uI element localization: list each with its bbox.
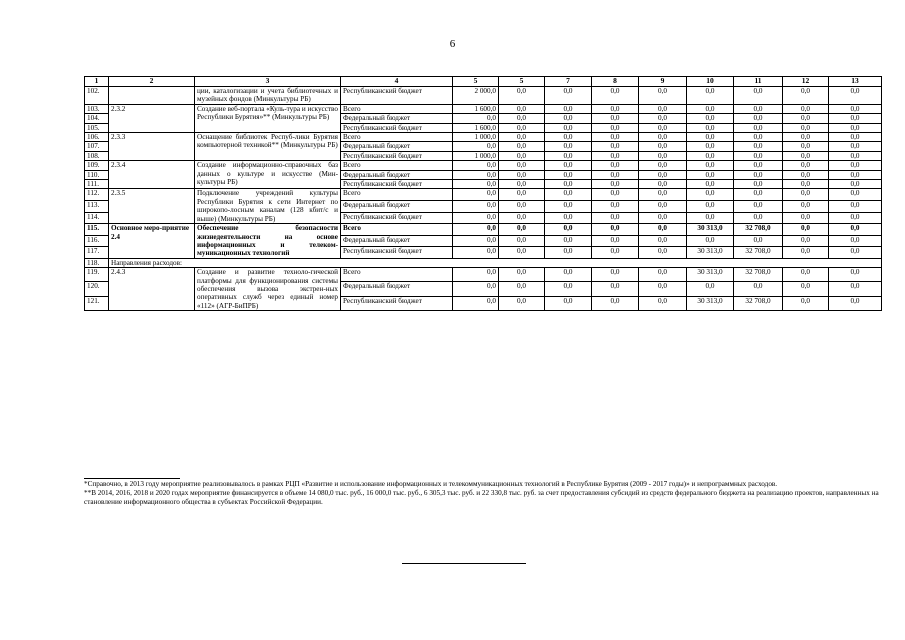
- value-cell: 0,0: [453, 161, 499, 170]
- value-cell: 0,0: [783, 142, 829, 151]
- table-row: [85, 258, 882, 267]
- value-cell: 0,0: [783, 151, 829, 160]
- funding-source: Республиканский бюджет: [341, 151, 453, 160]
- value-cell: 0,0: [592, 133, 639, 142]
- row-number: 112.: [85, 189, 109, 201]
- funding-source: Республиканский бюджет: [341, 87, 453, 105]
- value-cell: 0,0: [453, 142, 499, 151]
- value-cell: 0,0: [545, 224, 592, 236]
- measure-code: Основное меро-приятие 2.4: [109, 224, 195, 259]
- measure-description: Создание веб-портала «Куль-тура и искусство Республики Бурятия»** (Минкультуры РБ): [195, 104, 341, 132]
- column-header: 8: [592, 77, 639, 87]
- value-cell: 0,0: [687, 87, 734, 105]
- value-cell: 0,0: [453, 296, 499, 310]
- measure-code: 2.3.4: [109, 161, 195, 189]
- value-cell: 0,0: [639, 161, 687, 170]
- measure-description: Подключение учреждений культуры Республики Бурятия к сети Интернет по широкопо-лосным каналам (128 кбит/с и выше) (Минкультуры РБ): [195, 189, 341, 224]
- value-cell: 0,0: [545, 133, 592, 142]
- value-cell: 0,0: [829, 133, 882, 142]
- row-number: 121.: [85, 296, 109, 310]
- value-cell: 2 000,0: [453, 87, 499, 105]
- value-cell: 0,0: [783, 235, 829, 247]
- value-cell: 0,0: [592, 235, 639, 247]
- value-cell: 0,0: [453, 247, 499, 259]
- value-cell: 0,0: [783, 247, 829, 259]
- value-cell: 0,0: [734, 212, 783, 224]
- value-cell: 0,0: [687, 170, 734, 179]
- value-cell: 0,0: [592, 142, 639, 151]
- footnote-2: **В 2014, 2016, 2018 и 2020 годах мероприятие финансируется в объеме 14 080,0 тыс. руб., 16 000,0 тыс. руб., 6 305,3 тыс. руб. и 22 330,8 тыс. руб. за счет предоставления субсидий из средств федерального бюджета на реализацию проектов, направленных на становление информационного общества в субъектах Российской Федерации.: [84, 489, 879, 506]
- value-cell: 0,0: [783, 123, 829, 132]
- value-cell: 0,0: [545, 235, 592, 247]
- funding-source: Республиканский бюджет: [341, 123, 453, 132]
- value-cell: 0,0: [687, 180, 734, 189]
- funding-source: Федеральный бюджет: [341, 235, 453, 247]
- value-cell: 0,0: [829, 87, 882, 105]
- table-row: [85, 161, 882, 170]
- value-cell: 0,0: [687, 114, 734, 123]
- value-cell: 32 708,0: [734, 268, 783, 282]
- row-number: 109.: [85, 161, 109, 170]
- value-cell: 0,0: [499, 296, 545, 310]
- value-cell: 0,0: [499, 104, 545, 113]
- value-cell: 0,0: [499, 87, 545, 105]
- value-cell: 0,0: [499, 212, 545, 224]
- value-cell: 32 708,0: [734, 296, 783, 310]
- value-cell: 0,0: [829, 180, 882, 189]
- funding-source: Всего: [341, 268, 453, 282]
- value-cell: 0,0: [453, 212, 499, 224]
- value-cell: 0,0: [734, 170, 783, 179]
- value-cell: 0,0: [592, 189, 639, 201]
- value-cell: 0,0: [734, 235, 783, 247]
- value-cell: 0,0: [829, 104, 882, 113]
- value-cell: 0,0: [545, 296, 592, 310]
- value-cell: 0,0: [592, 224, 639, 236]
- value-cell: 0,0: [639, 189, 687, 201]
- value-cell: 0,0: [783, 201, 829, 213]
- value-cell: 0,0: [592, 161, 639, 170]
- value-cell: 0,0: [592, 87, 639, 105]
- value-cell: 0,0: [545, 189, 592, 201]
- value-cell: 0,0: [545, 282, 592, 296]
- value-cell: 0,0: [639, 224, 687, 236]
- value-cell: 0,0: [783, 189, 829, 201]
- value-cell: 0,0: [829, 170, 882, 179]
- value-cell: 0,0: [783, 114, 829, 123]
- value-cell: 0,0: [783, 104, 829, 113]
- value-cell: 0,0: [499, 201, 545, 213]
- value-cell: 0,0: [453, 268, 499, 282]
- page-number: 6: [449, 38, 456, 50]
- value-cell: 0,0: [499, 247, 545, 259]
- value-cell: 0,0: [545, 201, 592, 213]
- value-cell: 0,0: [639, 201, 687, 213]
- value-cell: 0,0: [829, 224, 882, 236]
- row-number: 119.: [85, 268, 109, 282]
- funding-source: Всего: [341, 133, 453, 142]
- footnote-divider: [84, 478, 180, 479]
- value-cell: 1 600,0: [453, 123, 499, 132]
- value-cell: 0,0: [687, 123, 734, 132]
- value-cell: 0,0: [829, 201, 882, 213]
- column-header: 9: [639, 77, 687, 87]
- value-cell: 0,0: [592, 180, 639, 189]
- value-cell: 0,0: [734, 151, 783, 160]
- value-cell: 0,0: [734, 201, 783, 213]
- value-cell: 0,0: [639, 268, 687, 282]
- value-cell: 0,0: [545, 114, 592, 123]
- value-cell: 0,0: [783, 212, 829, 224]
- value-cell: 0,0: [592, 247, 639, 259]
- funding-source: Всего: [341, 161, 453, 170]
- funding-source: Республиканский бюджет: [341, 212, 453, 224]
- value-cell: 0,0: [829, 235, 882, 247]
- value-cell: 30 313,0: [687, 296, 734, 310]
- value-cell: 0,0: [592, 114, 639, 123]
- value-cell: 0,0: [499, 161, 545, 170]
- row-number: 114.: [85, 212, 109, 224]
- value-cell: 0,0: [734, 161, 783, 170]
- value-cell: 0,0: [499, 189, 545, 201]
- value-cell: 0,0: [592, 268, 639, 282]
- value-cell: 0,0: [639, 142, 687, 151]
- funding-source: Федеральный бюджет: [341, 201, 453, 213]
- measure-code: 2.3.5: [109, 189, 195, 224]
- value-cell: 0,0: [453, 201, 499, 213]
- value-cell: 0,0: [453, 235, 499, 247]
- value-cell: 30 313,0: [687, 224, 734, 236]
- value-cell: 0,0: [592, 170, 639, 179]
- measure-code: 2.3.3: [109, 133, 195, 161]
- column-header: 12: [783, 77, 829, 87]
- table-row: [85, 189, 882, 201]
- column-header: 3: [195, 77, 341, 87]
- footnote-1: *Справочно, в 2013 году мероприятие реализовывалось в рамках РЦП «Развитие и использование информационных и телекоммуникационных технологий в Республике Бурятия (2009 - 2017 годы)» и непрограммных расходов.: [84, 480, 778, 488]
- value-cell: 0,0: [687, 282, 734, 296]
- value-cell: 0,0: [783, 224, 829, 236]
- value-cell: 0,0: [545, 180, 592, 189]
- table-row: [85, 87, 882, 105]
- value-cell: 0,0: [453, 180, 499, 189]
- value-cell: 1 000,0: [453, 133, 499, 142]
- value-cell: 0,0: [639, 133, 687, 142]
- value-cell: 0,0: [783, 161, 829, 170]
- value-cell: 0,0: [783, 170, 829, 179]
- value-cell: 0,0: [453, 189, 499, 201]
- value-cell: 0,0: [687, 104, 734, 113]
- column-header: 4: [341, 77, 453, 87]
- value-cell: 0,0: [592, 296, 639, 310]
- value-cell: 0,0: [453, 224, 499, 236]
- row-number: 113.: [85, 201, 109, 213]
- value-cell: 0,0: [829, 142, 882, 151]
- row-number: 115.: [85, 224, 109, 236]
- value-cell: 0,0: [453, 114, 499, 123]
- header-row: [85, 77, 882, 87]
- value-cell: 0,0: [687, 189, 734, 201]
- value-cell: 0,0: [639, 296, 687, 310]
- value-cell: 0,0: [687, 151, 734, 160]
- value-cell: 0,0: [783, 87, 829, 105]
- value-cell: 0,0: [639, 104, 687, 113]
- value-cell: 0,0: [499, 268, 545, 282]
- value-cell: 0,0: [829, 151, 882, 160]
- value-cell: 0,0: [545, 142, 592, 151]
- value-cell: 30 313,0: [687, 268, 734, 282]
- measure-description: Оснащение библиотек Респуб-лики Бурятия компьютерной техникой** (Минкультуры РБ): [195, 133, 341, 161]
- value-cell: 0,0: [734, 180, 783, 189]
- column-header: 5: [453, 77, 499, 87]
- funding-source: Федеральный бюджет: [341, 170, 453, 179]
- funding-source: Федеральный бюджет: [341, 142, 453, 151]
- row-number: 106.: [85, 133, 109, 142]
- value-cell: 0,0: [734, 123, 783, 132]
- value-cell: 0,0: [499, 235, 545, 247]
- value-cell: 1 600,0: [453, 104, 499, 113]
- value-cell: 0,0: [734, 189, 783, 201]
- value-cell: 0,0: [499, 142, 545, 151]
- value-cell: 0,0: [545, 212, 592, 224]
- value-cell: 0,0: [734, 282, 783, 296]
- value-cell: 0,0: [639, 212, 687, 224]
- row-number: 110.: [85, 170, 109, 179]
- funding-source: Республиканский бюджет: [341, 296, 453, 310]
- value-cell: 0,0: [783, 180, 829, 189]
- table-row: [85, 224, 882, 236]
- value-cell: 0,0: [829, 161, 882, 170]
- row-number: 105.: [85, 123, 109, 132]
- value-cell: 0,0: [499, 114, 545, 123]
- value-cell: 0,0: [639, 180, 687, 189]
- value-cell: 0,0: [734, 87, 783, 105]
- value-cell: 0,0: [734, 142, 783, 151]
- value-cell: 32 708,0: [734, 247, 783, 259]
- value-cell: 0,0: [592, 212, 639, 224]
- value-cell: 0,0: [545, 151, 592, 160]
- value-cell: 0,0: [687, 142, 734, 151]
- column-header: 7: [545, 77, 592, 87]
- column-header: 10: [687, 77, 734, 87]
- value-cell: 0,0: [499, 180, 545, 189]
- row-number: 118.: [85, 258, 109, 267]
- value-cell: 0,0: [783, 133, 829, 142]
- value-cell: 0,0: [499, 123, 545, 132]
- funding-source: Федеральный бюджет: [341, 114, 453, 123]
- value-cell: 0,0: [545, 247, 592, 259]
- row-number: 108.: [85, 151, 109, 160]
- value-cell: 0,0: [639, 247, 687, 259]
- value-cell: 0,0: [639, 123, 687, 132]
- funding-source: Всего: [341, 104, 453, 113]
- row-number: 120.: [85, 282, 109, 296]
- funding-source: Всего: [341, 189, 453, 201]
- value-cell: 0,0: [499, 133, 545, 142]
- value-cell: 0,0: [687, 201, 734, 213]
- value-cell: 0,0: [499, 224, 545, 236]
- value-cell: 0,0: [783, 282, 829, 296]
- footnotes: [84, 480, 884, 507]
- value-cell: 0,0: [453, 170, 499, 179]
- table-row: [85, 268, 882, 282]
- value-cell: 0,0: [592, 123, 639, 132]
- value-cell: 0,0: [687, 235, 734, 247]
- value-cell: 0,0: [829, 247, 882, 259]
- value-cell: 0,0: [545, 123, 592, 132]
- value-cell: 0,0: [545, 170, 592, 179]
- measure-code: 2.3.2: [109, 104, 195, 132]
- value-cell: 0,0: [639, 282, 687, 296]
- value-cell: 0,0: [592, 282, 639, 296]
- column-header: 13: [829, 77, 882, 87]
- value-cell: 0,0: [592, 201, 639, 213]
- value-cell: 0,0: [829, 123, 882, 132]
- funding-source: Всего: [341, 224, 453, 236]
- value-cell: 0,0: [639, 87, 687, 105]
- value-cell: 0,0: [783, 268, 829, 282]
- value-cell: 0,0: [545, 104, 592, 113]
- value-cell: 0,0: [545, 87, 592, 105]
- value-cell: 0,0: [783, 296, 829, 310]
- table-row: [85, 133, 882, 142]
- value-cell: 0,0: [829, 268, 882, 282]
- row-number: 107.: [85, 142, 109, 151]
- section-label: Направления расходов:: [109, 258, 882, 267]
- value-cell: 0,0: [592, 151, 639, 160]
- funding-source: Федеральный бюджет: [341, 282, 453, 296]
- row-number: 111.: [85, 180, 109, 189]
- measure-code: [109, 87, 195, 105]
- column-header: 2: [109, 77, 195, 87]
- funding-source: Республиканский бюджет: [341, 247, 453, 259]
- value-cell: 30 313,0: [687, 247, 734, 259]
- value-cell: 0,0: [734, 133, 783, 142]
- row-number: 117.: [85, 247, 109, 259]
- measure-description: Создание информационно-справочных баз данных о культуре и искусстве (Мин-культуры РБ): [195, 161, 341, 189]
- measure-code: 2.4.3: [109, 268, 195, 311]
- value-cell: 32 708,0: [734, 224, 783, 236]
- value-cell: 0,0: [639, 114, 687, 123]
- budget-table: [84, 76, 882, 311]
- column-header: 1: [85, 77, 109, 87]
- measure-description: ции, каталогизации и учета библиотечных и музейных фондов (Минкультуры РБ): [195, 87, 341, 105]
- measure-description: Обеспечение безопасности жизнедеятельности на основе информационных и телеком-муникационных технологий: [195, 224, 341, 259]
- table-row: [85, 104, 882, 113]
- value-cell: 0,0: [499, 151, 545, 160]
- value-cell: 0,0: [453, 282, 499, 296]
- value-cell: 0,0: [687, 212, 734, 224]
- value-cell: 0,0: [829, 189, 882, 201]
- value-cell: 0,0: [687, 133, 734, 142]
- column-header: 11: [734, 77, 783, 87]
- value-cell: 0,0: [639, 235, 687, 247]
- value-cell: 0,0: [829, 296, 882, 310]
- value-cell: 0,0: [829, 114, 882, 123]
- value-cell: 0,0: [499, 170, 545, 179]
- value-cell: 0,0: [687, 161, 734, 170]
- value-cell: 0,0: [829, 282, 882, 296]
- value-cell: 0,0: [592, 104, 639, 113]
- value-cell: 0,0: [639, 151, 687, 160]
- row-number: 104.: [85, 114, 109, 123]
- funding-source: Республиканский бюджет: [341, 180, 453, 189]
- value-cell: 0,0: [829, 212, 882, 224]
- value-cell: 0,0: [734, 114, 783, 123]
- value-cell: 0,0: [639, 170, 687, 179]
- row-number: 102.: [85, 87, 109, 105]
- column-header: 5: [499, 77, 545, 87]
- measure-description: Создание и развитие техноло-гической платформы для функционирования системы обеспечения вызова экстрен-ных оперативных служб через единый номер «112» (АГР-БиПРБ): [195, 268, 341, 311]
- value-cell: 1 000,0: [453, 151, 499, 160]
- row-number: 116.: [85, 235, 109, 247]
- value-cell: 0,0: [545, 268, 592, 282]
- value-cell: 0,0: [734, 104, 783, 113]
- page-bottom-rule: [402, 563, 526, 564]
- value-cell: 0,0: [499, 282, 545, 296]
- row-number: 103.: [85, 104, 109, 113]
- value-cell: 0,0: [545, 161, 592, 170]
